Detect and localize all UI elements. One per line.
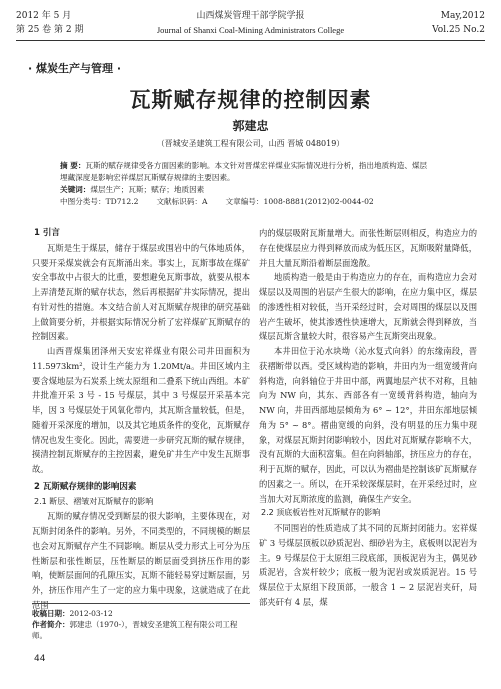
paragraph-fault: 瓦斯的赋存情况受到断层的很大影响，主要体现在，对瓦斯封闭条件的影响。另外，不同类型的，不同规模的断层也会对瓦斯赋存产生不同影响。断层从受力形式上可分为压性断层和张性断层，压性断层的断层面受到挤压作用的影响，使断层面间的孔隙压实，瓦斯不能轻易穿过断层面，另外，挤压作用产生了一定的应力集中现象，这就造成了在此范围 <box>32 511 250 610</box>
author-affiliation: （晋城安圣建筑工程有限公司，山西 晋城 048019） <box>156 139 345 148</box>
header-date-en: May,2012 <box>440 11 485 21</box>
abstract-block <box>60 160 443 208</box>
page-number: 44 <box>34 654 46 664</box>
heading-roof-floor: 2.2 顶底板岩性对瓦斯赋存的影响 <box>261 508 381 518</box>
paragraph-tectonic-stress: 地质构造一般是由于构造应力的存在，而构造应力会对煤层以及周围的岩层产生很大的影响，在应力集中区，煤层的渗透性相对较低，当开采经过时，会对周围的煤层以及围岩产生破坏，使其渗透性快速增大，瓦斯就会得到释放，当煤层瓦斯含量较大时，很容易产生瓦斯突出现象。 <box>259 272 477 342</box>
header-issue: 第 25 卷 第 2 期 <box>16 25 84 35</box>
header-journal-cn: 山西煤炭管理干部学院学报 <box>196 11 305 21</box>
received-label: 收稿日期： <box>32 609 70 618</box>
abstract-line <box>60 160 443 172</box>
article-author: 郭建忠 <box>232 119 269 133</box>
keywords-label: 关键词： <box>60 185 91 194</box>
article-no: 1008-8881(2012)02-0044-02 <box>263 197 374 206</box>
article-no-label: 文章编号： <box>225 197 264 206</box>
abstract-line <box>60 172 443 184</box>
doc-code: A <box>202 197 208 206</box>
left-column <box>32 226 250 613</box>
paragraph-fault-continued: 内的煤层吸附瓦斯量增大。而张性断层则相反，构造应力的存在使煤层应力得到释放而成为低压区，瓦斯吸附量降低，并且大量瓦斯沿着断层面逸散。 <box>259 228 477 268</box>
clc-code: TD712.2 <box>105 197 139 206</box>
paragraph-introduction: 瓦斯是生于煤层，储存于煤层或围岩中的气体地质体，只要开采煤炭就会有瓦斯涌出来。事实上，瓦斯事故在煤矿安全事故中占很大的比重，要想避免瓦斯事故，就要从根本上弄清楚瓦斯的赋存状态，然后再根据矿井实际情况，提出有针对性的措施。本文结合前人对瓦斯赋存规律的研究基础上做简要分析，并根据实际情况分析了宏祥煤矿瓦斯赋存的控制因素。 <box>32 242 250 342</box>
paragraph-roof-floor: 不同围岩的性质造成了其不同的瓦斯封闭能力。宏祥煤矿 3 号煤层顶板以砂质泥岩、细砂岩为主，底板则以泥岩为主。9 号煤层位于太原组三段底部，顶板泥岩为主，偶见砂质泥岩，含炭杆较少；底板一般为泥岩或炭质泥岩。15 号煤层位于太原组下段顶部，一般含 1 ~ 2 层泥岩夹矸，局部夹矸有 4 层，煤 <box>259 523 477 607</box>
abstract-label: 摘 要： <box>60 161 86 170</box>
keywords-text: 煤层生产；瓦斯；赋存；地质因素 <box>90 185 205 194</box>
header-journal-en: Journal of Shanxi Coal-Mining Administrators College <box>156 25 345 35</box>
author-bio-label: 作者简介： <box>32 620 70 629</box>
paragraph-mine-field: 本井田位于沁水块坳（沁水复式向斜）的东缘南段，晋获褶断带以西。受区域构造的影响，井田内为一组宽缓背向斜构造，向斜轴位于井田中部，两翼地层产状不对称，且轴向为 NW 向，其东、西部各有一宽缓背斜构造，轴向为 NW 向，井田西部地层倾角为 6° ~ 12°，井田东部地层倾角为 5° ~ 8°。褶曲宽缓的向斜，没有明显的压力集中现象，对煤层瓦斯封闭影响较小，因此对瓦斯赋存影响不大，没有瓦斯的大面积富集。但在向斜轴部，挤压应力的存在，利于瓦斯的赋存，因此，可以认为褶曲是控制该矿瓦斯赋存的因素之一。所以，在开采较深煤层时，在开采经过时，应当加大对瓦斯浓度的监测，确保生产安全。 <box>259 346 477 504</box>
author-bio-line <box>32 619 250 641</box>
received-date: 2012-03-12 <box>69 609 113 618</box>
header-date: 2012 年 5 月 <box>16 11 72 21</box>
author-bio: 郭建忠（1970-），晋城安圣建筑工程有限公司工程师。 <box>32 620 238 640</box>
abstract-text-1: 瓦斯的赋存规律受各方面因素的影响。本文针对晋煤宏祥煤业实际情况进行分析，指出地质构造、煤层 <box>85 161 428 170</box>
received-line <box>32 608 250 619</box>
heading-fault-fold: 2.1 断层、褶皱对瓦斯赋存的影响 <box>34 496 154 506</box>
header-volume: Vol.25 No.2 <box>432 25 485 35</box>
classification-line <box>60 196 443 208</box>
clc-label: 中图分类号： <box>60 197 106 206</box>
abstract-text-2: 埋藏深度是影响宏祥煤层瓦斯赋存规律的主要因素。 <box>60 173 235 182</box>
keywords-line <box>60 184 443 196</box>
section-label: · 煤炭生产与管理 · <box>28 62 122 75</box>
heading-factors: 2 瓦斯赋存规律的影响因素 <box>34 481 137 492</box>
footnote <box>32 603 250 641</box>
article-title: 瓦斯赋存规律的控制因素 <box>129 88 372 112</box>
paragraph-mine-overview: 山西晋煤集团泽州天安宏祥煤业有限公司井田面积为 11.5973km²，设计生产能力为 1.20Mt/a。井田区域内主要含煤地层为石炭系上统太原组和二叠系下统山西组。本矿井批准开采 3 号 - 15 号煤层，其中 3 号煤层开采基本完毕，因 3 号煤层处于风氧化带内，其瓦斯含量较低，但是，随着开采深度的增加，以及其它地质条件的变化，瓦斯赋存情况也发生变化。因此，需要进一步研究瓦斯的赋存规律，摸清控制瓦斯赋存的主控因素，避免矿井生产中发生瓦斯事故。 <box>32 346 250 474</box>
right-column <box>259 226 477 610</box>
heading-introduction: 1 引言 <box>34 228 60 238</box>
running-header <box>16 8 485 41</box>
doc-code-label: 文献标识码： <box>156 197 203 206</box>
